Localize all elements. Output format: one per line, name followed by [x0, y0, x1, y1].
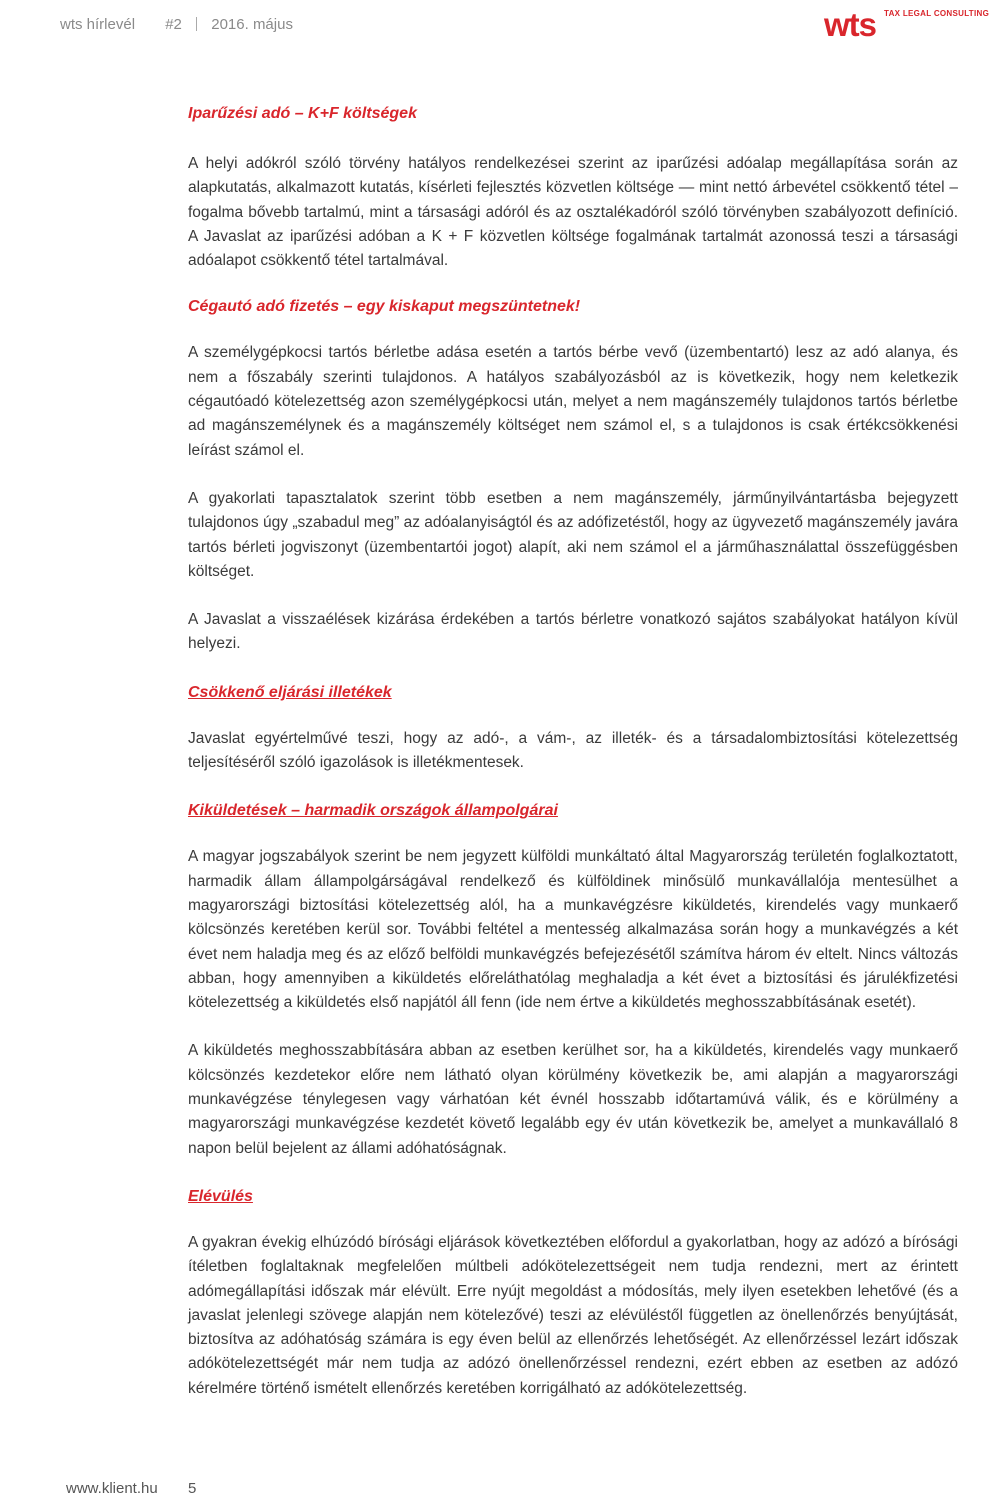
logo-tagline: TAX LEGAL CONSULTING — [884, 9, 989, 18]
paragraph: A gyakorlati tapasztalatok szerint több esetben a nem magánszemély, járműnyilvántartásba bejegyzett tulajdonos úgy „szabadul meg” az adóalanyiságtól és az adófizetéstől, hogy az ügyvezető magánszemély javára tartós bérleti jogviszonyt (üzembentartói jogot) alapít, aki nem számol el a járműhasználattal összefüggésben költséget. — [188, 489, 958, 580]
article-content — [188, 100, 958, 1401]
paragraph: Javaslat egyértelművé teszi, hogy az adó-, a vám-, az illeték- és a társadalombiztosítási kötelezettség teljesítéséről szóló igazolások is illetékmentesek. — [188, 729, 958, 772]
section-heading-iparuzesi: Iparűzési adó – K+F költségek — [188, 105, 417, 122]
paragraph: A személygépkocsi tartós bérletbe adása esetén a tartós bérbe vevő (üzembentartó) lesz az adó alanya, és nem a főszabály szerinti tulajdonos. A hatályos szabályozásból az is következik, hogy nem keletkezik cégautóadó kötelezettség azon személygépkocsi után, melyet a nem magánszemély tulajdonos tartós bérletbe ad magánszemélynek és a magánszemély költséget nem számol el, s a tulajdonos is csak értékcsökkenési leírást számol el. — [188, 344, 958, 459]
section-heading-elevules: Elévülés — [188, 1187, 253, 1205]
section-heading-illetekek: Csökkenő eljárási illetékek — [188, 683, 392, 701]
paragraph: A helyi adókról szóló törvény hatályos rendelkezései szerint az iparűzési adóalap megállapítása során az alapkutatás, alkalmazott kutatás, kísérleti fejlesztés közvetlen költsége — mint nettó árbevétel csökkentő tétel – fogalma bővebb tartalmú, mint a társasági adóról és az osztalékadóról szóló törvényben szabályozott definíció. A Javaslat az iparűzési adóban a K + F közvetlen költsége fogalmának tartalmát azonossá teszi a társasági adóalapot csökkentő tétel tartalmával. — [188, 155, 958, 270]
paragraph: A kiküldetés meghosszabbítására abban az esetben kerülhet sor, ha a kiküldetés, kirendelés vagy munkaerő kölcsönzés kezdetekor előre nem látható olyan körülmény következik be, ami alapján a magyarországi munkavégzése ténylegesen vagy várhatóan két évnél hosszabb időtartamúvá válik, és e körülmény a magyarországi munkavégzése kezdetét követő legalább egy év után következik be, amelyet a munkavállaló 8 napon belül bejelent az állami adóhatóságnak. — [188, 1042, 958, 1157]
page-number: 5 — [188, 1480, 197, 1497]
issue-date: 2016. május — [211, 16, 293, 33]
paragraph: A magyar jogszabályok szerint be nem jegyzett külföldi munkáltató által Magyarország területén foglalkoztatott, harmadik állam állampolgárságával rendelkező és külföldinek minősülő munkavállalója mentesülhet a magyarországi biztosítási kötelezettség alól, ha a munkavégzésre kiküldetés, kirendelés vagy munkaerő kölcsönzés keretében kerül sor. További feltétel a mentesség alkalmazása során hogy a munkavégzés a két évet nem haladja meg és az előző belföldi munkavégzés befejezésétől számítva három év eltelt. Nincs változás abban, hogy amennyiben a kiküldetés előreláthatólag meghaladja a két évet a biztosítási és járulékfizetési kötelezettség a kiküldetés első napjától áll fenn (ide nem értve a kiküldetés meghosszabbításának esetét). — [188, 848, 958, 1012]
header-meta — [60, 16, 293, 33]
footer-website-link[interactable]: www.klient.hu — [66, 1480, 158, 1497]
section-heading-cegauto: Cégautó adó fizetés – egy kiskaput megszüntetnek! — [188, 298, 581, 316]
paragraph: A Javaslat a visszaélések kizárása érdekében a tartós bérletre vonatkozó sajátos szabályokat hatályon kívül helyezi. — [188, 611, 958, 653]
header-divider — [196, 17, 197, 31]
issue-number: #2 — [165, 16, 182, 33]
page-header — [0, 0, 989, 44]
logo-wordmark: wts — [824, 6, 877, 43]
newsletter-name: wts hírlevél — [60, 16, 136, 33]
section-heading-kikuldetesek: Kiküldetések – harmadik országok állampolgárai — [188, 802, 558, 820]
paragraph: A gyakran évekig elhúzódó bírósági eljárások következtében előfordul a gyakorlatban, hogy az adózó a bírósági ítéletben foglaltaknak megfelelően múltbeli adókötelezettségeit nem tudja rendezni, mert az érintett adómegállapítási időszak már elévült. Erre nyújt megoldást a módosítás, mely ilyen esetekben lehetővé (és a javaslat jelenlegi szövege alapján nem kötelezővé) teszi az elévüléstől független az önellenőrzés benyújtását, biztosítva az adóhatóság számára is egy éven belül az ellenőrzés lehetőségét. Az ellenőrzéssel lezárt időszak adókötelezettségét már nem tudja az adózó önellenőrzéssel rendezni, ezért ebben az esetben az adózó kérelmére történő ismételt ellenőrzés keretében korrigálható az adókötelezettség. — [188, 1233, 958, 1397]
wts-logo — [824, 6, 989, 44]
